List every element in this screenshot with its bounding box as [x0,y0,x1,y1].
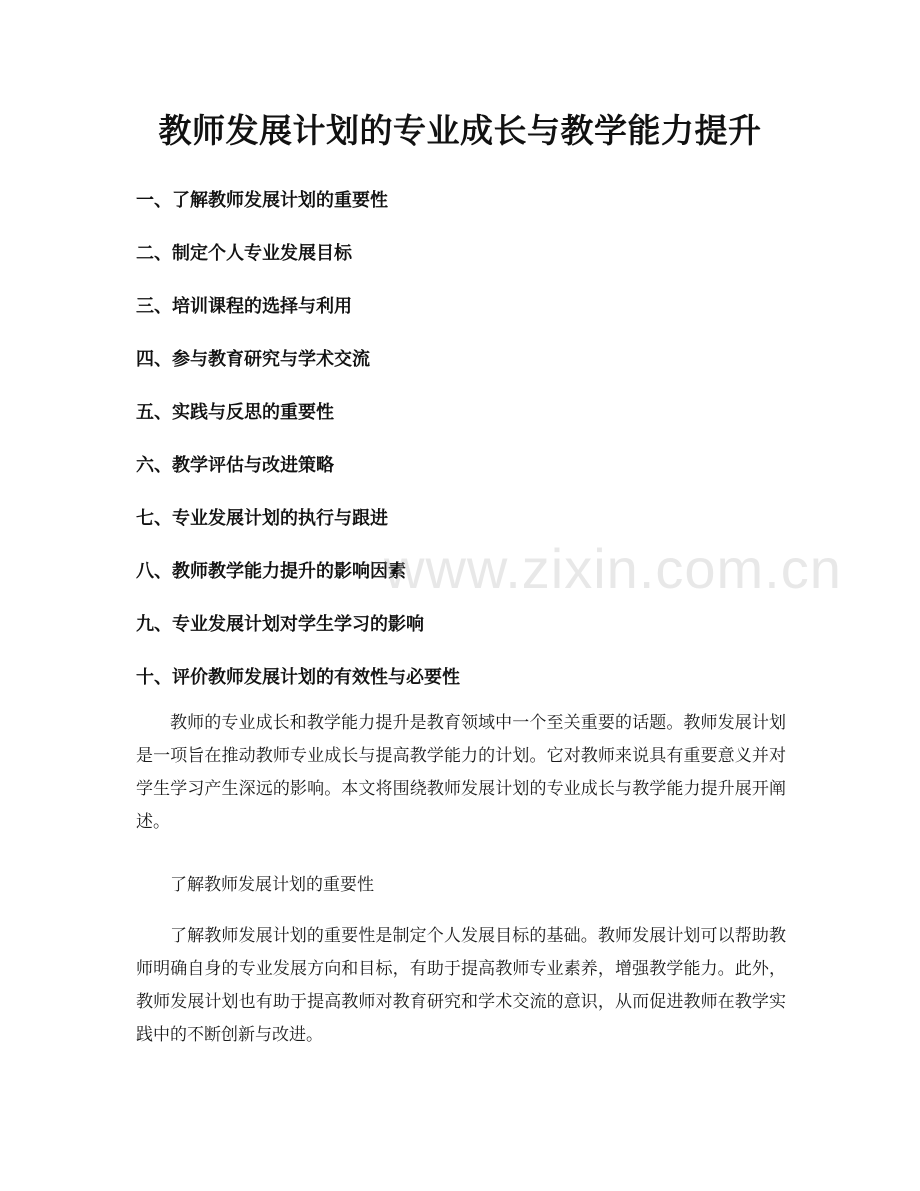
table-of-contents [136,186,460,716]
toc-item: 九、专业发展计划对学生学习的影响 [136,614,424,635]
watermark: www.zixin.com.cn [384,537,842,600]
toc-item: 六、教学评估与改进策略 [136,455,334,476]
toc-item: 七、专业发展计划的执行与跟进 [136,508,388,529]
toc-item: 四、参与教育研究与学术交流 [136,349,370,370]
body-paragraph: 了解教师发展计划的重要性是制定个人发展目标的基础。教师发展计划可以帮助教师明确自身的专业发展方向和目标，有助于提高教师专业素养，增强教学能力。此外，教师发展计划也有助于提高教师对教育研究和学术交流的意识，从而促进教师在教学实践中的不断创新与改进。 [136,926,786,1045]
toc-item: 三、培训课程的选择与利用 [136,296,352,317]
toc-item: 五、实践与反思的重要性 [136,402,334,423]
toc-item: 八、教师教学能力提升的影响因素 [136,561,406,582]
intro-paragraph: 教师的专业成长和教学能力提升是教育领域中一个至关重要的话题。教师发展计划是一项旨在推动教师专业成长与提高教学能力的计划。它对教师来说具有重要意义并对学生学习产生深远的影响。本文将围绕教师发展计划的专业成长与教学能力提升展开阐述。 [136,713,786,832]
toc-item: 二、制定个人专业发展目标 [136,243,352,264]
section-heading-paragraph: 了解教师发展计划的重要性 [170,875,374,895]
document-title: 教师发展计划的专业成长与教学能力提升 [158,111,762,150]
toc-item: 十、评价教师发展计划的有效性与必要性 [136,667,460,688]
toc-item: 一、了解教师发展计划的重要性 [136,190,388,211]
